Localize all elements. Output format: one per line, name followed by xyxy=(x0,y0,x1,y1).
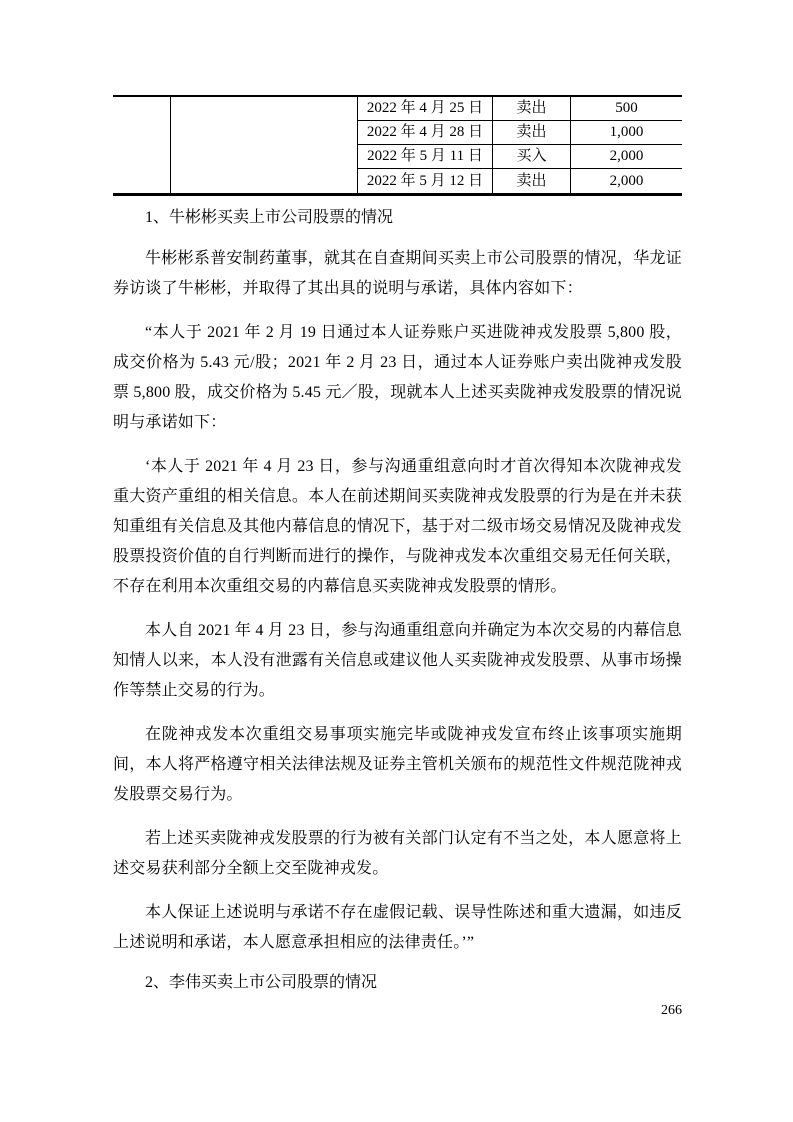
table-cell-direction: 买入 xyxy=(492,145,570,169)
paragraph-statement-4: 若上述买卖陇神戎发股票的行为被有关部门认定有不当之处，本人愿意将上述交易获利部分全额上交至陇神戎发。 xyxy=(113,830,682,877)
section-heading-1: 1、牛彬彬买卖上市公司股票的情况 xyxy=(145,209,394,226)
table-cell-direction: 卖出 xyxy=(492,121,570,145)
table-cell-date: 2022 年 5 月 12 日 xyxy=(366,172,484,189)
table-cell-amount: 1,000 xyxy=(570,121,682,145)
table-cell-amount: 2,000 xyxy=(570,145,682,169)
paragraph-statement-1: ‘本人于 2021 年 4 月 23 日，参与沟通重组意向时才首次得知本次陇神戎发重大资产重组的相关信息。本人在前述期间买卖陇神戎发股票的行为是在并未获知重组有关信息及其他内幕信息的情况下，基于对二级市场交易情况及陇神戎发股票投资价值的自行判断而进行的操作，与陇神戎发本次重组交易无任何关联，不存在利用本次重组交易的内幕信息买卖陇神戎发股票的情形。 xyxy=(113,458,682,595)
page-number: 266 xyxy=(661,1003,682,1018)
document-body xyxy=(113,193,682,995)
table-cell-date: 2022 年 4 月 28 日 xyxy=(358,121,492,145)
table-cell-direction: 卖出 xyxy=(492,97,570,121)
table-merged-cell-name xyxy=(171,97,358,193)
paragraph-statement-5: 本人保证上述说明与承诺不存在虚假记载、误导性陈述和重大遗漏，如违反上述说明和承诺，本人愿意承担相应的法律责任。’” xyxy=(113,904,682,951)
table-cell-amount: 2,000 xyxy=(570,169,682,193)
table-cell-direction: 卖出 xyxy=(492,169,570,193)
paragraph-intro: 牛彬彬系普安制药董事，就其在自查期间买卖上市公司股票的情况，华龙证券访谈了牛彬彬，并取得了其出具的说明与承诺，具体内容如下： xyxy=(113,250,682,297)
table-cell-amount: 500 xyxy=(570,97,682,121)
paragraph-statement-2: 本人自 2021 年 4 月 23 日，参与沟通重组意向并确定为本次交易的内幕信息知情人以来，本人没有泄露有关信息或建议他人买卖陇神戎发股票、从事市场操作等禁止交易的行为。 xyxy=(113,622,682,699)
table-cell-date: 2022 年 5 月 11 日 xyxy=(358,145,492,169)
table-merged-cell-left xyxy=(113,97,171,193)
stock-trade-table xyxy=(113,95,682,196)
paragraph-trade-detail: “本人于 2021 年 2 月 19 日通过本人证券账户买进陇神戎发股票 5,800 股，成交价格为 5.43 元/股；2021 年 2 月 23 日，通过本人证券账户卖出陇神戎发股票 5,800 股，成交价格为 5.45 元／股，现就本人上述买卖陇神戎发股票的情况说明与承诺如下： xyxy=(113,324,682,431)
paragraph-statement-3: 在陇神戎发本次重组交易事项实施完毕或陇神戎发宣布终止该事项实施期间，本人将严格遵守相关法律法规及证券主管机关颁布的规范性文件规范陇神戎发股票交易行为。 xyxy=(113,726,682,803)
table-cell-date: 2022 年 4 月 25 日 xyxy=(358,97,492,121)
section-heading-2: 2、李伟买卖上市公司股票的情况 xyxy=(145,974,378,991)
